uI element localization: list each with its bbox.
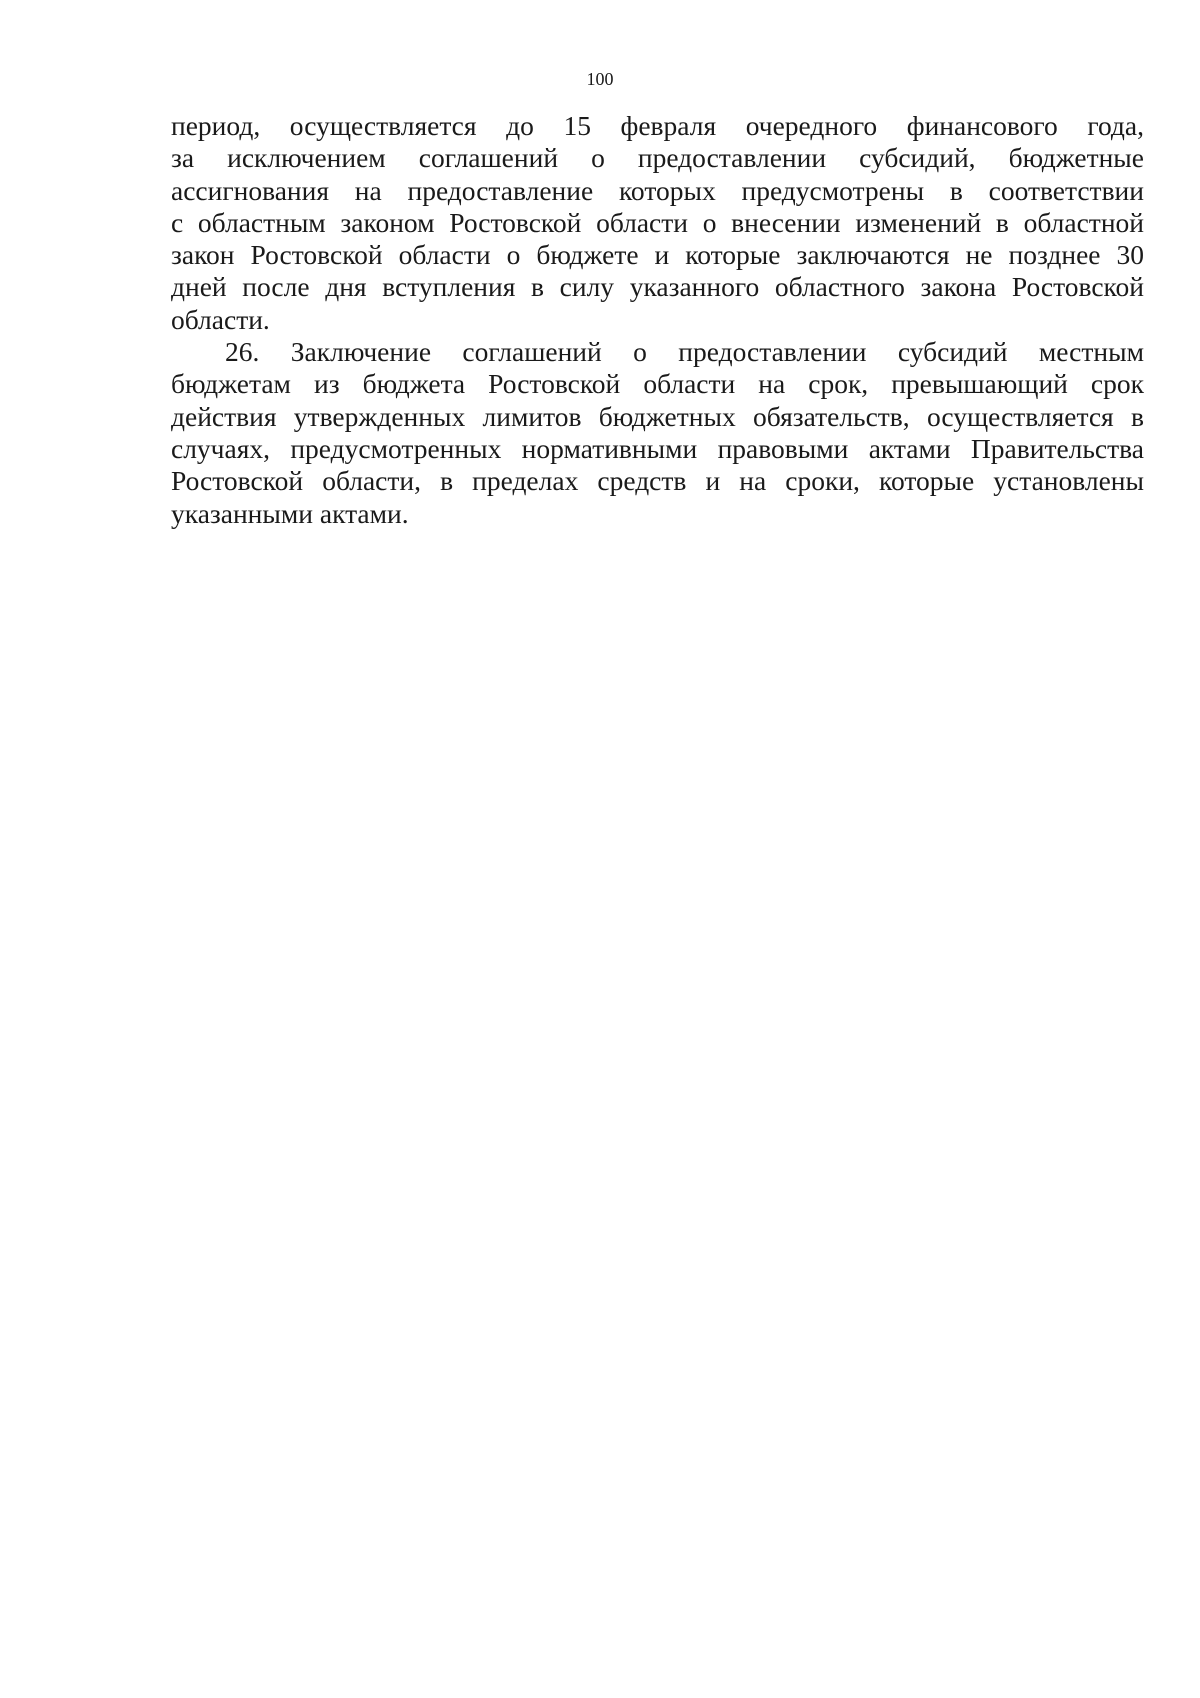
paragraph-continuation xyxy=(171,110,1144,336)
text-line: указанными актами. xyxy=(171,497,409,529)
text-line: области. xyxy=(171,303,270,335)
text-line: дней после дня вступления в силу указанного областного закона Ростовской xyxy=(171,271,1144,303)
text-line: с областным законом Ростовской области о внесении изменений в областной xyxy=(171,206,1144,238)
text-line: Ростовской области, в пределах средств и на сроки, которые установлены xyxy=(171,465,1144,497)
page-number: 100 xyxy=(586,69,614,89)
text-line: закон Ростовской области о бюджете и которые заключаются не позднее 30 xyxy=(171,239,1144,271)
text-line: случаях, предусмотренных нормативными правовыми актами Правительства xyxy=(171,432,1144,464)
text-line: период, осуществляется до 15 февраля очередного финансового года, xyxy=(171,110,1144,141)
text-line: ассигнования на предоставление которых предусмотрены в соответствии xyxy=(171,174,1144,206)
text-line: бюджетам из бюджета Ростовской области на срок, превышающий срок xyxy=(171,368,1144,400)
text-line: действия утвержденных лимитов бюджетных обязательств, осуществляется в xyxy=(171,400,1144,432)
text-line: 26. Заключение соглашений о предоставлении субсидий местным xyxy=(225,336,1144,368)
paragraph-clause-26 xyxy=(171,336,1144,530)
text-line: за исключением соглашений о предоставлении субсидий, бюджетные xyxy=(171,142,1144,174)
document-body xyxy=(171,110,1144,530)
